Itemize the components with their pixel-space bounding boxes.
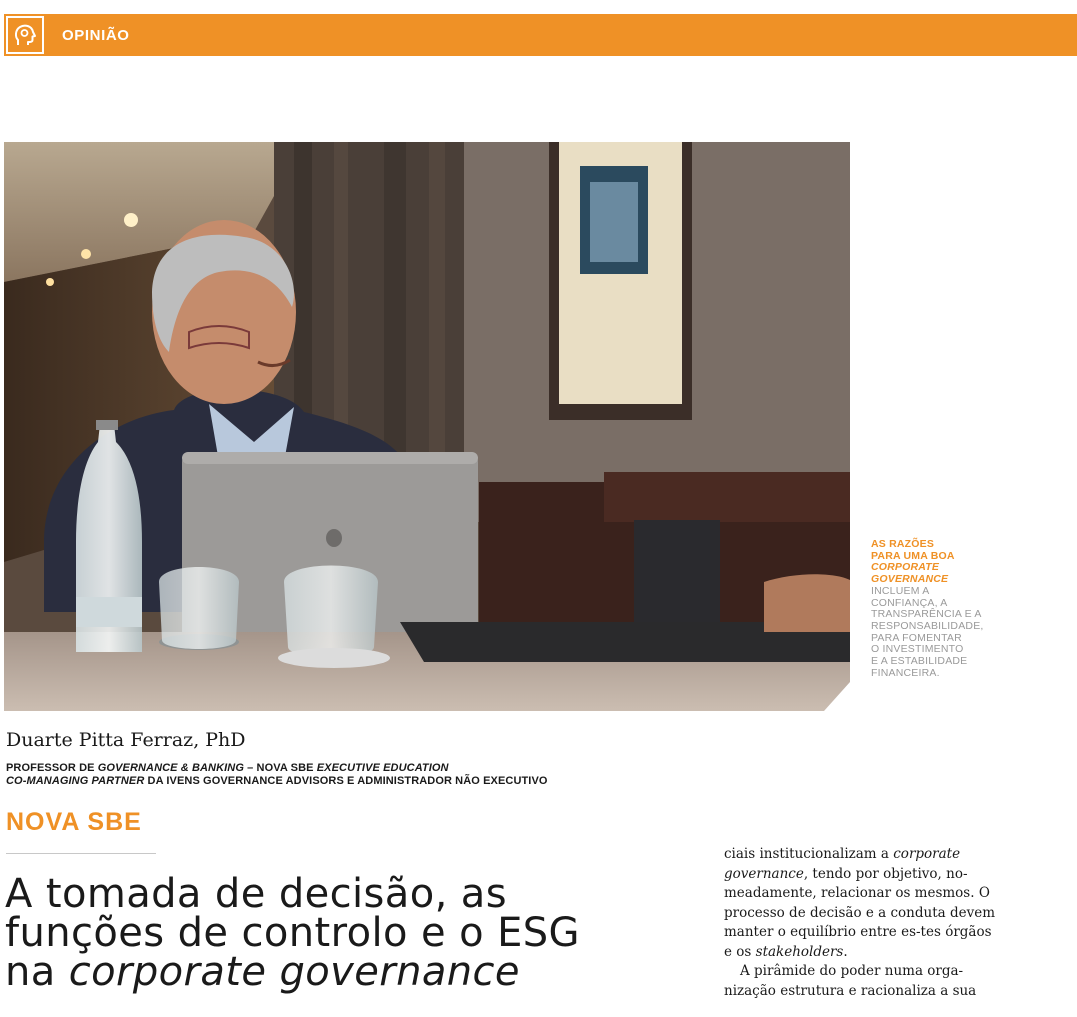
pull-quote-highlight: GOVERNANCE <box>871 573 949 586</box>
author-role-line: CO-MANAGING PARTNER DA IVENS GOVERNANCE ADVISORS E ADMINISTRADOR NÃO EXECUTIVO <box>6 774 548 787</box>
body-paragraph: A pirâmide do poder numa orga-nização estrutura e racionaliza a sua <box>724 963 977 999</box>
pull-quote-body: TRANSPARÊNCIA E A <box>871 608 982 621</box>
section-header-bar <box>4 14 1077 56</box>
author-role-line: PROFESSOR DE GOVERNANCE & BANKING – NOVA SBE EXECUTIVE EDUCATION <box>6 762 449 774</box>
divider <box>6 853 156 854</box>
pull-quote-highlight: AS RAZÕES <box>871 538 935 550</box>
pull-quote-body: O INVESTIMENTO <box>871 643 964 656</box>
pull-quote-body: PARA FOMENTAR <box>871 631 962 644</box>
section-label: OPINIÃO <box>62 26 130 44</box>
head-gear-icon <box>6 16 44 54</box>
pull-quote-body: E A ESTABILIDADE <box>871 655 968 668</box>
author-photo <box>4 142 850 711</box>
pull-quote-body: INCLUEM A <box>871 584 930 597</box>
brand-label: NOVA SBE <box>6 808 142 836</box>
pull-quote-highlight: PARA UMA BOA <box>871 549 955 562</box>
author-roles <box>6 762 548 787</box>
pull-quote-body: CONFIANÇA, A <box>871 596 948 609</box>
pull-quote <box>871 539 996 679</box>
article-headline: A tomada de decisão, as funções de controlo e o ESG na corporate governance <box>5 871 580 995</box>
pull-quote-body: FINANCEIRA. <box>871 666 940 679</box>
body-paragraph: ciais institucionalizam a corporate governance, tendo por objetivo, no-meadamente, relacionar os mesmos. O processo de decisão e a conduta devem manter o equilíbrio entre es-tes órgãos e os stakeholders. <box>724 846 996 960</box>
article-body <box>724 845 998 1015</box>
author-name: Duarte Pitta Ferraz, PhD <box>6 729 246 751</box>
pull-quote-body: RESPONSABILIDADE, <box>871 619 984 632</box>
pull-quote-highlight: CORPORATE <box>871 561 940 574</box>
